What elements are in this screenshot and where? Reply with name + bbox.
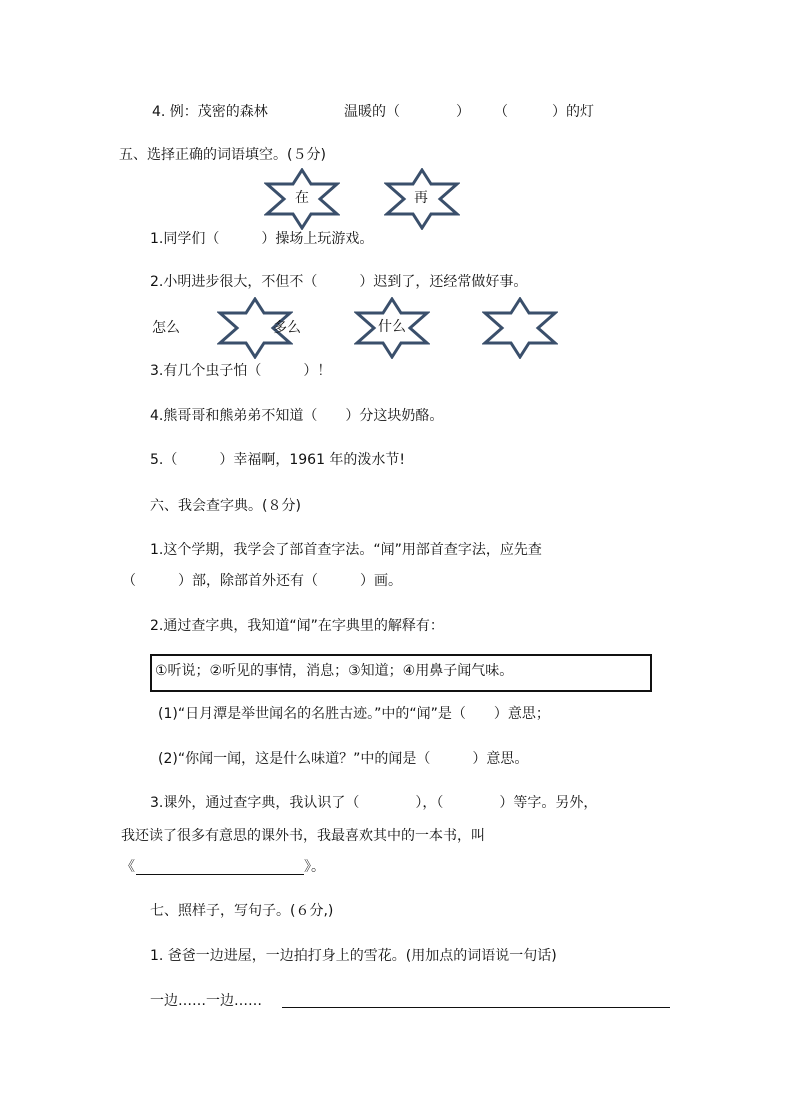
book-title-open: 《 [121,859,135,875]
s5-word-duome: 多么 [273,320,301,336]
star-word-zai2 [384,168,460,230]
s6-question-1b: （ ）部，除部首外还有（ ）画。 [122,573,402,589]
definition-text: ①听说；②听见的事情，消息；③知道；④用鼻子闻气味。 [155,663,514,679]
s5-question-1: 1.同学们（ ）操场上玩游戏。 [150,231,374,247]
q4-part5: ）的灯 [552,104,594,120]
s6-question-2-2: (2)“你闻一闻，这是什么味道？”中的闻是（ ）意思。 [158,751,529,767]
book-title-close: 》。 [304,859,325,875]
s5-word-zenme: 怎么 [152,320,180,336]
s7-answer-line[interactable] [282,1007,670,1008]
star-word-zai [264,168,340,230]
section5-title: 五、选择正确的词语填空。(５分) [119,147,326,163]
section6-title: 六、我会查字典。(８分) [150,498,301,514]
s5-question-5: 5.（ ）幸福啊，1961 年的泼水节! [150,452,406,468]
q4-part4: （ [494,104,508,120]
star-label: 什么 [378,319,406,335]
s7-prompt: 一边……一边…… [150,993,262,1009]
star-icon [482,297,558,359]
s5-question-4: 4.熊哥哥和熊弟弟不知道（ ）分这块奶酪。 [150,408,444,424]
s6-question-2: 2.通过查字典，我知道“闻”在字典里的解释有： [150,618,444,634]
star-label: 再 [414,190,428,206]
s6-question-3a: 3.课外，通过查字典，我认识了（ ），（ ）等字。另外， [150,795,598,811]
section7-title: 七、照样子，写句子。(６分,) [150,903,334,919]
star-blank-2 [482,297,558,359]
q4-part3: ） [456,104,470,120]
s5-question-3: 3.有几个虫子怕（ ）！ [150,363,332,379]
q4-example: 4. 例：茂密的森林 [152,104,268,120]
definition-box [150,654,652,692]
star-word-shenme [354,297,430,359]
s6-question-3b: 我还读了很多有意思的课外书，我最喜欢其中的一本书，叫 [121,828,485,844]
s6-question-1a: 1.这个学期，我学会了部首查字法。“闻”用部首查字法，应先查 [150,542,542,558]
s7-question-1: 1. 爸爸一边进屋，一边拍打身上的雪花。(用加点的词语说一句话) [150,948,557,964]
s5-question-2: 2.小明进步很大，不但不（ ）迟到了，还经常做好事。 [150,274,528,290]
q4-part2: 温暖的（ [344,104,400,120]
book-title-blank[interactable] [136,874,304,875]
s6-question-2-1: (1)“日月潭是举世闻名的名胜古迹。”中的“闻”是（ ）意思； [158,706,550,722]
star-label: 在 [295,190,309,206]
